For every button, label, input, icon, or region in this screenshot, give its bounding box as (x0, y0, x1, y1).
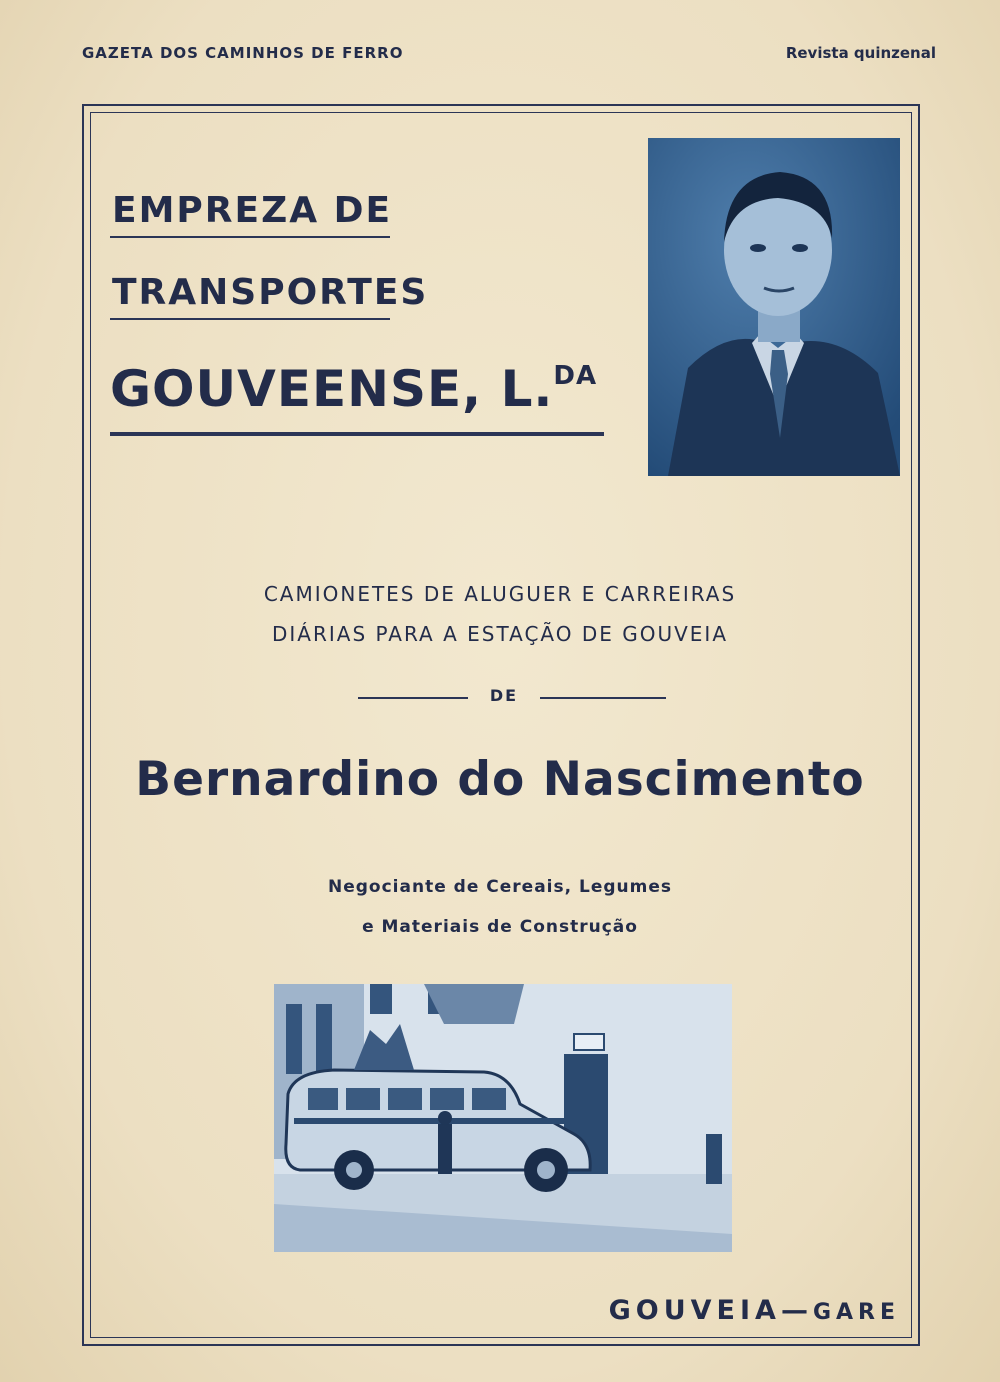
trade-line2: e Materiais de Construção (362, 917, 638, 937)
portrait-photo (648, 138, 900, 476)
connector-rule-left (358, 697, 468, 699)
company-title-line2: TRANSPORTES (112, 272, 429, 313)
company-title-line1: EMPREZA DE (112, 190, 393, 231)
owner-name: Bernardino do Nascimento (135, 752, 865, 807)
location-line (609, 1295, 900, 1326)
connector-word: DE (489, 686, 519, 705)
title-rule-1 (110, 236, 390, 238)
location-sub: GARE (812, 1300, 900, 1325)
connector-rule-right (540, 697, 666, 699)
bus-image (274, 984, 732, 1252)
services-line2: DIÁRIAS PARA A ESTAÇÃO DE GOUVEIA (271, 622, 729, 646)
location-main: GOUVEIA (608, 1295, 781, 1326)
bus-photo (274, 984, 732, 1252)
company-name: GOUVEENSE, L. (110, 360, 554, 418)
location-dash: — (780, 1295, 813, 1326)
company-title-line3 (110, 360, 597, 418)
periodicity-label: Revista quinzenal (785, 44, 936, 62)
services-line1: CAMIONETES DE ALUGUER E CARREIRAS (263, 582, 737, 606)
title-rule-2 (110, 318, 390, 320)
trade-line1: Negociante de Cereais, Legumes (328, 877, 672, 897)
publication-title: GAZETA DOS CAMINHOS DE FERRO (82, 44, 404, 62)
title-rule-3 (110, 432, 604, 436)
company-suffix: DA (553, 361, 598, 391)
portrait-image (648, 138, 900, 476)
